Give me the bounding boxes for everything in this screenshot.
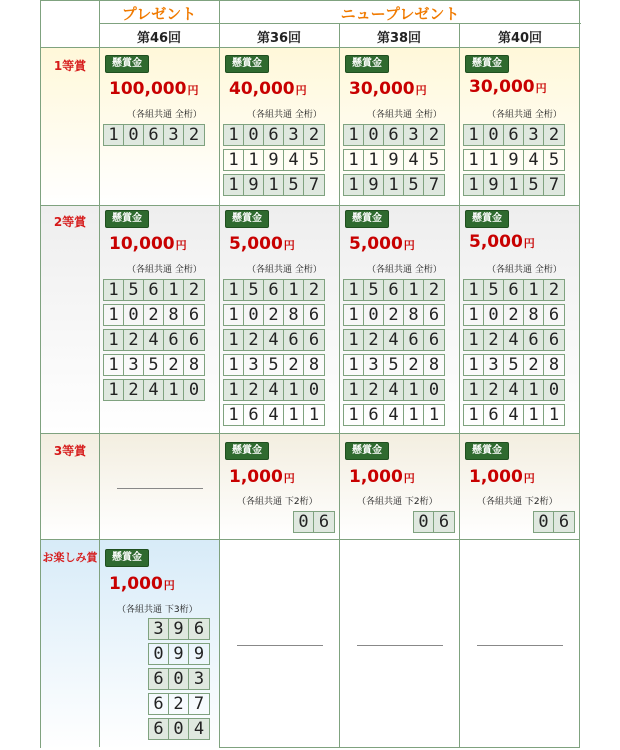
winning-number: 1 2 4 6 6 (223, 329, 325, 351)
prize-amount: 100,000円 (109, 79, 199, 99)
prize-badge: 懸賞金 (105, 549, 149, 567)
prize-note: （各組共通 全桁） (247, 265, 322, 275)
prize-badge: 懸賞金 (465, 210, 509, 228)
winning-number: 1 0 2 8 6 (223, 304, 325, 326)
issue-36-header: 第36回 (256, 31, 302, 46)
prize-amount: 40,000円 (229, 79, 307, 99)
col-sep (219, 1, 220, 747)
winning-number: 1 1 9 4 5 (223, 149, 325, 171)
prize-note: （各組共通 全桁） (487, 265, 562, 275)
winning-number: 1 2 4 6 6 (103, 329, 205, 351)
prize-amount: 5,000円 (229, 234, 295, 254)
prize-note: （各組共通 下2桁） (237, 497, 318, 507)
winning-number: 1 6 4 1 1 (223, 404, 325, 426)
prize-badge: 懸賞金 (345, 55, 389, 73)
no-prize-line (357, 645, 443, 646)
winning-number: 1 5 6 1 2 (343, 279, 445, 301)
prize-note: （各組共通 全桁） (127, 110, 202, 120)
new-present-header: ニュープレゼント (219, 3, 581, 24)
winning-number: 1 6 4 1 1 (343, 404, 445, 426)
prize-note: （各組共通 全桁） (127, 265, 202, 275)
winning-number: 0 6 (293, 511, 335, 533)
winning-number: 1 1 9 4 5 (343, 149, 445, 171)
winning-number: 1 0 6 3 2 (463, 124, 565, 146)
winning-number: 1 2 4 1 0 (103, 379, 205, 401)
winning-number: 1 0 6 3 2 (223, 124, 325, 146)
winning-number: 1 9 1 5 7 (223, 174, 325, 196)
winning-number: 1 0 6 3 2 (103, 124, 205, 146)
rank-1-label: 1等賞 (53, 59, 87, 73)
prize-note: （各組共通 下3桁） (117, 605, 198, 615)
prize-note: （各組共通 全桁） (487, 110, 562, 120)
row-sep (41, 205, 579, 206)
prize-amount: 1,000円 (229, 467, 295, 487)
prize-note: （各組共通 全桁） (367, 110, 442, 120)
rank-3-label: 3等賞 (53, 444, 87, 458)
prize-badge: 懸賞金 (225, 442, 269, 460)
prize-note: （各組共通 下2桁） (357, 497, 438, 507)
winning-number: 1 9 1 5 7 (463, 174, 565, 196)
winning-number: 3 9 6 (148, 618, 210, 640)
prize-table (40, 0, 580, 748)
issue-38-header: 第38回 (376, 31, 422, 46)
winning-number: 1 3 5 2 8 (463, 354, 565, 376)
rank-2-label: 2等賞 (53, 215, 87, 229)
winning-number: 1 0 6 3 2 (343, 124, 445, 146)
winning-number: 1 9 1 5 7 (343, 174, 445, 196)
prize-amount: 1,000円 (469, 467, 535, 487)
winning-number: 6 2 7 (148, 693, 210, 715)
winning-number: 1 2 4 1 0 (343, 379, 445, 401)
winning-number: 1 5 6 1 2 (103, 279, 205, 301)
winning-number: 1 6 4 1 1 (463, 404, 565, 426)
no-prize-line (237, 645, 323, 646)
prize-badge: 懸賞金 (105, 55, 149, 73)
prize-note: （各組共通 全桁） (367, 265, 442, 275)
winning-number: 1 0 2 8 6 (463, 304, 565, 326)
prize-amount: 1,000円 (109, 574, 175, 594)
winning-number: 1 1 9 4 5 (463, 149, 565, 171)
winning-number: 1 0 2 8 6 (343, 304, 445, 326)
winning-number: 1 5 6 1 2 (463, 279, 565, 301)
winning-number: 0 6 (413, 511, 455, 533)
winning-number: 6 0 4 (148, 718, 210, 740)
prize-note: （各組共通 全桁） (247, 110, 322, 120)
prize-note: （各組共通 下2桁） (477, 497, 558, 507)
prize-amount: 1,000円 (349, 467, 415, 487)
prize-badge: 懸賞金 (345, 442, 389, 460)
prize-amount: 30,000円 (469, 77, 547, 97)
prize-badge: 懸賞金 (345, 210, 389, 228)
col-sep (99, 1, 100, 747)
prize-amount: 10,000円 (109, 234, 187, 254)
winning-number: 1 2 4 1 0 (463, 379, 565, 401)
no-prize-line (117, 488, 203, 489)
winning-number: 1 3 5 2 8 (223, 354, 325, 376)
prize-amount: 30,000円 (349, 79, 427, 99)
winning-number: 1 2 4 6 6 (463, 329, 565, 351)
prize-amount: 5,000円 (349, 234, 415, 254)
winning-number: 1 3 5 2 8 (103, 354, 205, 376)
prize-badge: 懸賞金 (225, 55, 269, 73)
prize-badge: 懸賞金 (105, 210, 149, 228)
winning-number: 1 3 5 2 8 (343, 354, 445, 376)
row-sep (41, 47, 579, 48)
prize-badge: 懸賞金 (465, 55, 509, 73)
prize-badge: 懸賞金 (465, 442, 509, 460)
prize-badge: 懸賞金 (225, 210, 269, 228)
prize-amount: 5,000円 (469, 232, 535, 252)
rank-enjoy-label: お楽しみ賞 (42, 551, 98, 564)
winning-number: 0 9 9 (148, 643, 210, 665)
col-sep (339, 23, 340, 747)
winning-number: 6 0 3 (148, 668, 210, 690)
col-sep (459, 23, 460, 747)
winning-number: 1 2 4 6 6 (343, 329, 445, 351)
winning-number: 1 0 2 8 6 (103, 304, 205, 326)
winning-number: 1 5 6 1 2 (223, 279, 325, 301)
winning-number: 0 6 (533, 511, 575, 533)
issue-40-header: 第40回 (497, 31, 543, 46)
present-header: プレゼント (99, 3, 219, 24)
winning-number: 1 2 4 1 0 (223, 379, 325, 401)
row-sep (41, 433, 579, 434)
issue-46-header: 第46回 (136, 31, 182, 46)
row-sep (41, 539, 579, 540)
no-prize-line (477, 645, 563, 646)
